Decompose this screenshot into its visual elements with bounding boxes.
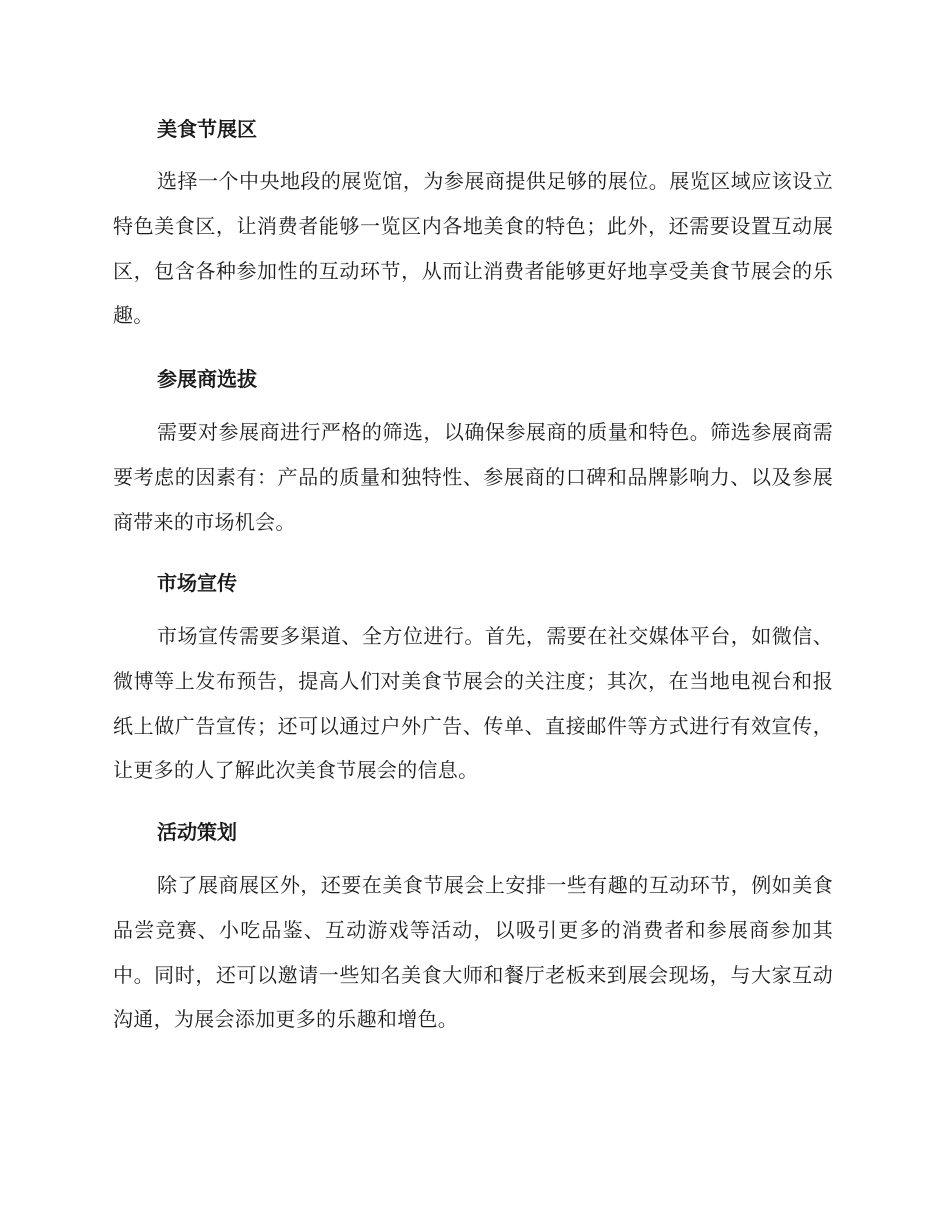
section-paragraph: 市场宣传需要多渠道、全方位进行。首先，需要在社交媒体平台，如微信、微博等上发布预告，提高人们对美食节展会的关注度；其次，在当地电视台和报纸上做广告宣传；还可以通过户外广告、传单、直接邮件等方式进行有效宣传，让更多的人了解此次美食节展会的信息。 [113,624,833,783]
section-heading: 市场宣传 [157,571,237,595]
section-exhibitor-selection [113,365,833,544]
section-heading: 美食节展区 [157,117,257,141]
section-heading: 活动策划 [157,820,237,844]
section-paragraph: 需要对参展商进行严格的筛选，以确保参展商的质量和特色。筛选参展商需要考虑的因素有：产品的质量和独特性、参展商的口碑和品牌影响力、以及参展商带来的市场机会。 [113,420,833,534]
section-paragraph: 除了展商展区外，还要在美食节展会上安排一些有趣的互动环节，例如美食品尝竞赛、小吃品鉴、互动游戏等活动，以吸引更多的消费者和参展商参加其中。同时，还可以邀请一些知名美食大师和餐厅老板来到展会现场，与大家互动沟通，为展会添加更多的乐趣和增色。 [113,873,833,1032]
section-exhibition-area [113,115,833,338]
section-heading: 参展商选拔 [157,367,257,391]
section-marketing [113,569,833,793]
section-event-planning [113,818,833,1042]
section-paragraph: 选择一个中央地段的展览馆，为参展商提供足够的展位。展览区域应该设立特色美食区，让消费者能够一览区内各地美食的特色；此外，还需要设置互动展区，包含各种参加性的互动环节，从而让消费者能够更好地享受美食节展会的乐趣。 [113,169,833,328]
